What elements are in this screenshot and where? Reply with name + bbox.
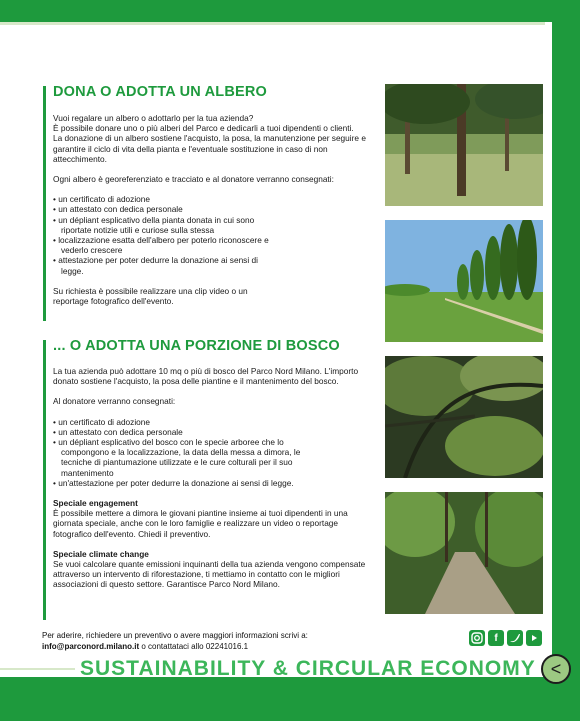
section1-p2: È possibile donare uno o più alberi del Parco e dedicarli a tuoi dipendenti o clienti. — [53, 123, 354, 134]
chevron-left-icon: < — [550, 658, 562, 679]
contact-info — [42, 630, 308, 652]
bottom-bar — [0, 677, 580, 721]
section1-title: DONA O ADOTTA UN ALBERO — [53, 84, 268, 100]
engagement-title: Speciale engagement — [53, 498, 138, 509]
section1-bullet-list — [53, 194, 375, 276]
list-item: • un dépliant esplicativo della pianta donata in cui sono riportate notizie utili e curiose sulla stessa — [53, 215, 281, 235]
top-bar — [0, 0, 580, 22]
section1-p1: Vuoi regalare un albero o adottarlo per la tua azienda? — [53, 113, 254, 123]
section2-bullet-list — [53, 417, 375, 488]
top-divider — [0, 22, 545, 25]
list-item: • localizzazione esatta dell'albero per poterlo riconoscere e vederlo crescere — [53, 235, 281, 255]
section1-body — [53, 113, 375, 306]
climate-title: Speciale climate change — [53, 548, 149, 559]
list-item: • un certificato di adozione — [53, 194, 281, 204]
section2-title: ... O ADOTTA UNA PORZIONE DI BOSCO — [53, 338, 340, 354]
contact-phone: o contattataci allo 02241016.1 — [139, 642, 249, 651]
contact-email[interactable]: info@parconord.milano.it — [42, 642, 140, 651]
list-item: • un dépliant esplicativo del bosco con le specie arboree che lo compongono e la localizzazione, la data della messa a dimora, le tecniche di piantumazione utilizzate e le cure colturali per il suo mantenimento — [53, 437, 301, 478]
list-item: • un certificato di adozione — [53, 417, 301, 427]
list-item: • attestazione per poter dedurre la donazione ai sensi di legge. — [53, 255, 281, 275]
photo-tree-meadow — [385, 84, 543, 206]
contact-line1: Per aderire, richiedere un preventivo o avere maggiori informazioni scrivi a: — [42, 631, 308, 640]
section1-accent-bar — [43, 86, 46, 321]
instagram-icon[interactable] — [469, 630, 485, 646]
climate-text: Se vuoi calcolare quante emissioni inquinanti della tua azienda vengono compensate attraverso un intervento di riforestazione, ti mettiamo in contatto con le migliori associazioni di questo settore. Garantisce Parco Nord Milano. — [53, 559, 366, 590]
twitter-icon[interactable] — [507, 630, 523, 646]
photo-forest-path — [385, 492, 543, 614]
section2-p2: Al donatore verranno consegnati: — [53, 396, 176, 407]
engagement-text: È possibile mettere a dimora le giovani piantine insieme ai tuoi dipendenti in una giornata speciale, anche con le loro famiglie e realizzare un video o reportage fotografico dell'evento. Chiedi il preventivo. — [53, 508, 348, 539]
photo-forest-canopy — [385, 356, 543, 478]
right-strip — [552, 22, 580, 677]
section2-accent-bar — [43, 340, 46, 620]
youtube-icon[interactable] — [526, 630, 542, 646]
contact-line2 — [42, 641, 308, 652]
facebook-icon[interactable]: f — [488, 630, 504, 646]
back-button[interactable] — [541, 654, 571, 684]
section2-p1: La tua azienda può adottare 10 mq o più di bosco del Parco Nord Milano. L'importo donato sostiene l'acquisto, la posa delle piantine e il mantenimento del bosco. — [53, 366, 359, 387]
section2-body — [53, 366, 375, 590]
footer-divider — [0, 668, 75, 670]
list-item: • un attestato con dedica personale — [53, 427, 301, 437]
photo-poplar-row — [385, 220, 543, 342]
section1-p3: La donazione di un albero sostiene l'acquisto, la posa, la manutenzione per seguire e garantire il ciclo di vita della pianta e l'eventuale sostituzione in caso di non attecchimento. — [53, 133, 366, 164]
list-item: • un attestato con dedica personale — [53, 204, 281, 214]
footer-banner: SUSTAINABILITY & CIRCULAR ECONOMY — [80, 657, 536, 680]
section1-p5: Su richiesta è possibile realizzare una clip video o un reportage fotografico dell'evento. — [53, 285, 248, 307]
social-links — [469, 630, 542, 646]
list-item: • un'attestazione per poter dedurre la donazione ai sensi di legge. — [53, 478, 301, 488]
section1-p4: Ogni albero è georeferenziato e tracciato e al donatore verranno consegnati: — [53, 174, 334, 185]
